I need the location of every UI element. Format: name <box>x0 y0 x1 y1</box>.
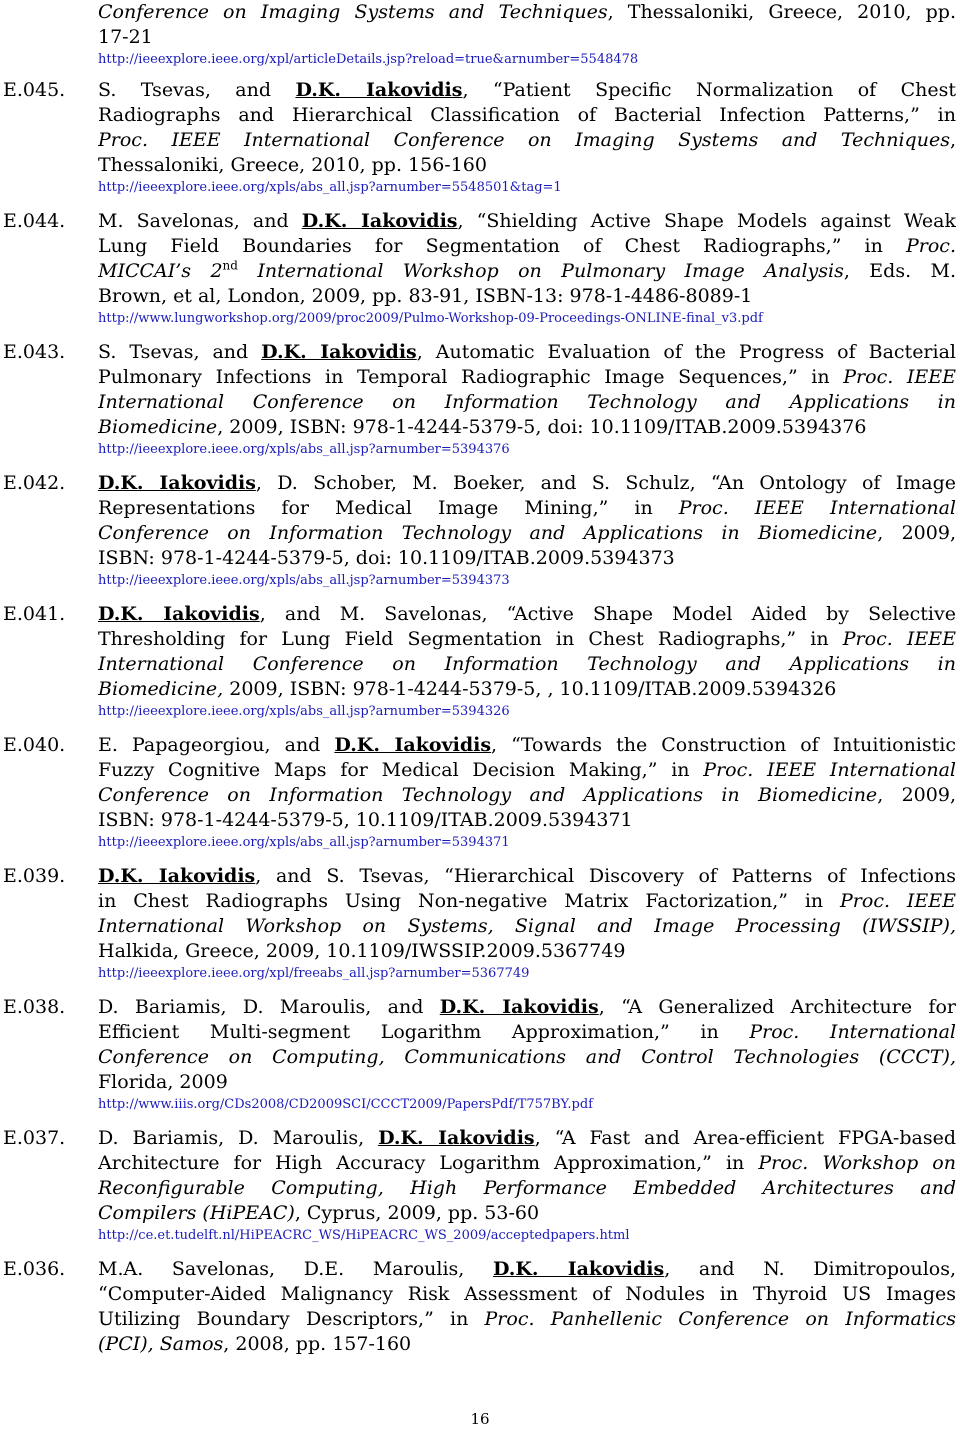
author-highlight: D.K. Iakovidis <box>301 210 458 232</box>
reference-line <box>98 1282 956 1307</box>
reference-link[interactable]: http://ieeexplore.ieee.org/xpls/abs_all.jsp?arnumber=5394371 <box>98 835 510 850</box>
author-highlight: D.K. Iakovidis <box>295 79 463 101</box>
venue-text: International Workshop on Systems, Signal and Image Processing (IWSSIP), <box>98 915 956 937</box>
text-segment: “Computer-Aided Malignancy Risk Assessment of Nodules in Thyroid US Images <box>98 1283 956 1305</box>
reference-line <box>98 365 956 390</box>
venue-text: Compilers (HiPEAC) <box>98 1202 295 1224</box>
reference-body <box>98 471 956 591</box>
venue-text: International Conference on Information Technology and Applications in <box>98 653 956 675</box>
reference-line <box>98 259 956 284</box>
text-segment: , 2009, <box>877 522 956 544</box>
venue-text: Conference on Information Technology and Applications in Biomedicine <box>98 784 878 806</box>
reference-line <box>98 546 956 571</box>
text-segment: , Thessaloniki, Greece, 2010, pp. <box>607 1 956 23</box>
text-segment: M.A. Savelonas, D.E. Maroulis, <box>98 1258 493 1280</box>
author-highlight: D.K. Iakovidis <box>378 1127 535 1149</box>
reference-body <box>98 340 956 460</box>
text-segment: Fuzzy Cognitive Maps for Medical Decision Making,” in <box>98 759 704 781</box>
reference-link[interactable]: http://www.iiis.org/CDs2008/CD2009SCI/CCCT2009/PapersPdf/T757BY.pdf <box>98 1097 593 1112</box>
reference-line <box>98 496 956 521</box>
text-segment: , “Patient Specific Normalization of Chest <box>462 79 956 101</box>
reference-body <box>98 209 956 329</box>
reference-line <box>98 1020 956 1045</box>
text-segment: Florida, 2009 <box>98 1071 228 1093</box>
reference-line <box>98 390 956 415</box>
reference-line <box>98 471 956 496</box>
text-segment: 17-21 <box>98 26 153 48</box>
reference-line <box>98 914 956 939</box>
venue-text: Conference on Computing, Communications and Control Technologies (CCCT), <box>98 1046 956 1068</box>
author-highlight: D.K. Iakovidis <box>334 734 492 756</box>
reference-line <box>98 1151 956 1176</box>
reference-line <box>98 103 956 128</box>
reference-line <box>98 783 956 808</box>
reference-body <box>98 602 956 722</box>
reference-line <box>98 1201 956 1226</box>
venue-text: Conference on Information Technology and Applications in Biomedicine <box>98 522 878 544</box>
reference-line <box>98 340 956 365</box>
text-segment: E. Papageorgiou, and <box>98 734 335 756</box>
venue-text: Proc. IEEE International <box>703 759 956 781</box>
text-segment: , “A Fast and Area-efficient FPGA-based <box>534 1127 956 1149</box>
venue-text: Proc. Workshop on <box>758 1152 956 1174</box>
reference-number: E.038. <box>3 996 66 1018</box>
reference-line <box>98 234 956 259</box>
venue-text: Proc. IEEE International <box>678 497 956 519</box>
text-segment: , Automatic Evaluation of the Progress of Bacterial <box>416 341 956 363</box>
text-segment: S. Tsevas, and <box>98 341 262 363</box>
reference-line <box>98 1045 956 1070</box>
author-highlight: D.K. Iakovidis <box>98 472 256 494</box>
text-segment: 2009, ISBN: 978-1-4244-5379-5, , 10.1109/ITAB.2009.5394326 <box>223 678 837 700</box>
reference-number: E.042. <box>3 472 66 494</box>
author-highlight: D.K. Iakovidis <box>439 996 599 1018</box>
text-segment: , <box>949 129 956 151</box>
reference-line <box>98 0 956 25</box>
reference-line <box>98 209 956 234</box>
venue-text: Proc. IEEE <box>840 890 956 912</box>
reference-line <box>98 652 956 677</box>
venue-text: International Conference on Information Technology and Applications in <box>98 391 956 413</box>
reference-number: E.043. <box>3 341 66 363</box>
text-segment: , D. Schober, M. Boeker, and S. Schulz, “An Ontology of Image <box>255 472 956 494</box>
text-segment: , 2009, <box>877 784 956 806</box>
reference-number: E.040. <box>3 734 66 756</box>
venue-text: Conference on Imaging Systems and Techniques <box>98 1 608 23</box>
text-segment: , “Towards the Construction of Intuitionistic <box>491 734 956 756</box>
venue-text: Proc. <box>906 235 956 257</box>
reference-body <box>98 1257 956 1357</box>
text-segment: Pulmonary Infections in Temporal Radiographic Image Sequences,” in <box>98 366 844 388</box>
reference-link[interactable]: http://ieeexplore.ieee.org/xpls/abs_all.jsp?arnumber=5394376 <box>98 442 510 457</box>
reference-body <box>98 0 956 70</box>
venue-text: (PCI), Samos <box>98 1333 224 1355</box>
reference-body <box>98 1126 956 1246</box>
venue-text: MICCAI’s 2 <box>98 260 223 282</box>
venue-text: Biomedicine, <box>98 678 224 700</box>
reference-line <box>98 995 956 1020</box>
text-segment: Efficient Multi-segment Logarithm Approximation,” in <box>98 1021 750 1043</box>
reference-line <box>98 864 956 889</box>
reference-number: E.045. <box>3 79 66 101</box>
reference-link[interactable]: http://ieeexplore.ieee.org/xpls/abs_all.jsp?arnumber=5394326 <box>98 704 510 719</box>
reference-number: E.037. <box>3 1127 66 1149</box>
reference-line <box>98 415 956 440</box>
text-segment: Brown, et al, London, 2009, pp. 83-91, ISBN-13: 978-1-4486-8089-1 <box>98 285 753 307</box>
author-highlight: D.K. Iakovidis <box>98 865 256 887</box>
reference-number: E.036. <box>3 1258 66 1280</box>
reference-line <box>98 733 956 758</box>
text-segment: in Chest Radiographs Using Non-negative Matrix Factorization,” in <box>98 890 841 912</box>
text-segment: Architecture for High Accuracy Logarithm Approximation,” in <box>98 1152 759 1174</box>
text-segment: , 2008, pp. 157-160 <box>223 1333 412 1355</box>
reference-line <box>98 153 956 178</box>
venue-text: Proc. Panhellenic Conference on Informatics <box>484 1308 956 1330</box>
reference-line <box>98 602 956 627</box>
text-segment: , and N. Dimitropoulos, <box>664 1258 956 1280</box>
venue-text: International Workshop on Pulmonary Image Analysis <box>237 260 844 282</box>
venue-text: Proc. IEEE International Conference on Imaging Systems and Techniques <box>98 129 950 151</box>
reference-line <box>98 939 956 964</box>
reference-link[interactable]: http://ieeexplore.ieee.org/xpls/abs_all.jsp?arnumber=5548501&tag=1 <box>98 180 562 195</box>
reference-link[interactable]: http://www.lungworkshop.org/2009/proc2009/Pulmo-Workshop-09-Proceedings-ONLINE-final_v3.pdf <box>98 311 763 326</box>
text-segment: , 2009, ISBN: 978-1-4244-5379-5, doi: 10.1109/ITAB.2009.5394376 <box>217 416 867 438</box>
text-segment: , “A Generalized Architecture for <box>598 996 956 1018</box>
reference-body <box>98 78 956 198</box>
reference-body <box>98 733 956 853</box>
text-segment: D. Bariamis, D. Maroulis, and <box>98 996 440 1018</box>
author-highlight: D.K. Iakovidis <box>492 1258 665 1280</box>
text-segment: Radiographs and Hierarchical Classification of Bacterial Infection Patterns,” in <box>98 104 956 126</box>
text-segment: , Eds. M. <box>843 260 956 282</box>
reference-line <box>98 25 956 50</box>
venue-text: Proc. IEEE <box>843 366 956 388</box>
reference-line <box>98 1332 956 1357</box>
reference-body <box>98 864 956 984</box>
venue-text: Reconfigurable Computing, High Performance Embedded Architectures and <box>98 1177 956 1199</box>
venue-text: Proc. International <box>749 1021 956 1043</box>
venue-text: Proc. IEEE <box>842 628 956 650</box>
text-segment: Representations for Medical Image Mining,” in <box>98 497 679 519</box>
reference-line <box>98 627 956 652</box>
reference-link[interactable]: http://ce.et.tudelft.nl/HiPEACRC_WS/HiPEACRC_WS_2009/acceptedpapers.html <box>98 1228 630 1243</box>
author-highlight: D.K. Iakovidis <box>261 341 417 363</box>
reference-line <box>98 677 956 702</box>
reference-line <box>98 128 956 153</box>
reference-number: E.044. <box>3 210 66 232</box>
reference-number: E.041. <box>3 603 66 625</box>
reference-line <box>98 1257 956 1282</box>
reference-line <box>98 1070 956 1095</box>
reference-line <box>98 284 956 309</box>
page-number: 16 <box>470 1410 490 1428</box>
text-segment: S. Tsevas, and <box>98 79 296 101</box>
text-segment: Utilizing Boundary Descriptors,” in <box>98 1308 485 1330</box>
text-segment: D. Bariamis, D. Maroulis, <box>98 1127 379 1149</box>
text-segment: Lung Field Boundaries for Segmentation of Chest Radiographs,” in <box>98 235 906 257</box>
reference-line <box>98 521 956 546</box>
reference-link[interactable]: http://ieeexplore.ieee.org/xpl/freeabs_all.jsp?arnumber=5367749 <box>98 966 530 981</box>
reference-link[interactable]: http://ieeexplore.ieee.org/xpl/articleDetails.jsp?reload=true&arnumber=5548478 <box>98 52 639 67</box>
reference-number: E.039. <box>3 865 66 887</box>
reference-line <box>98 758 956 783</box>
text-segment: , “Shielding Active Shape Models against Weak <box>457 210 956 232</box>
text-segment: , and S. Tsevas, “Hierarchical Discovery of Patterns of Infections <box>255 865 956 887</box>
text-segment: Thresholding for Lung Field Segmentation in Chest Radiographs,” in <box>98 628 843 650</box>
reference-line <box>98 1126 956 1151</box>
text-segment: , Cyprus, 2009, pp. 53-60 <box>294 1202 540 1224</box>
reference-body <box>98 995 956 1115</box>
superscript: nd <box>222 259 238 273</box>
venue-text: Biomedicine <box>98 416 218 438</box>
text-segment: , and M. Savelonas, “Active Shape Model Aided by Selective <box>259 603 956 625</box>
text-segment: Halkida, Greece, 2009, 10.1109/IWSSIP.2009.5367749 <box>98 940 626 962</box>
text-segment: ISBN: 978-1-4244-5379-5, doi: 10.1109/ITAB.2009.5394373 <box>98 547 675 569</box>
author-highlight: D.K. Iakovidis <box>98 603 260 625</box>
reference-line <box>98 1176 956 1201</box>
text-segment: M. Savelonas, and <box>98 210 302 232</box>
reference-line <box>98 808 956 833</box>
text-segment: ISBN: 978-1-4244-5379-5, 10.1109/ITAB.2009.5394371 <box>98 809 633 831</box>
text-segment: Thessaloniki, Greece, 2010, pp. 156-160 <box>98 154 487 176</box>
reference-line <box>98 1307 956 1332</box>
reference-line <box>98 889 956 914</box>
reference-line <box>98 78 956 103</box>
reference-link[interactable]: http://ieeexplore.ieee.org/xpls/abs_all.jsp?arnumber=5394373 <box>98 573 510 588</box>
